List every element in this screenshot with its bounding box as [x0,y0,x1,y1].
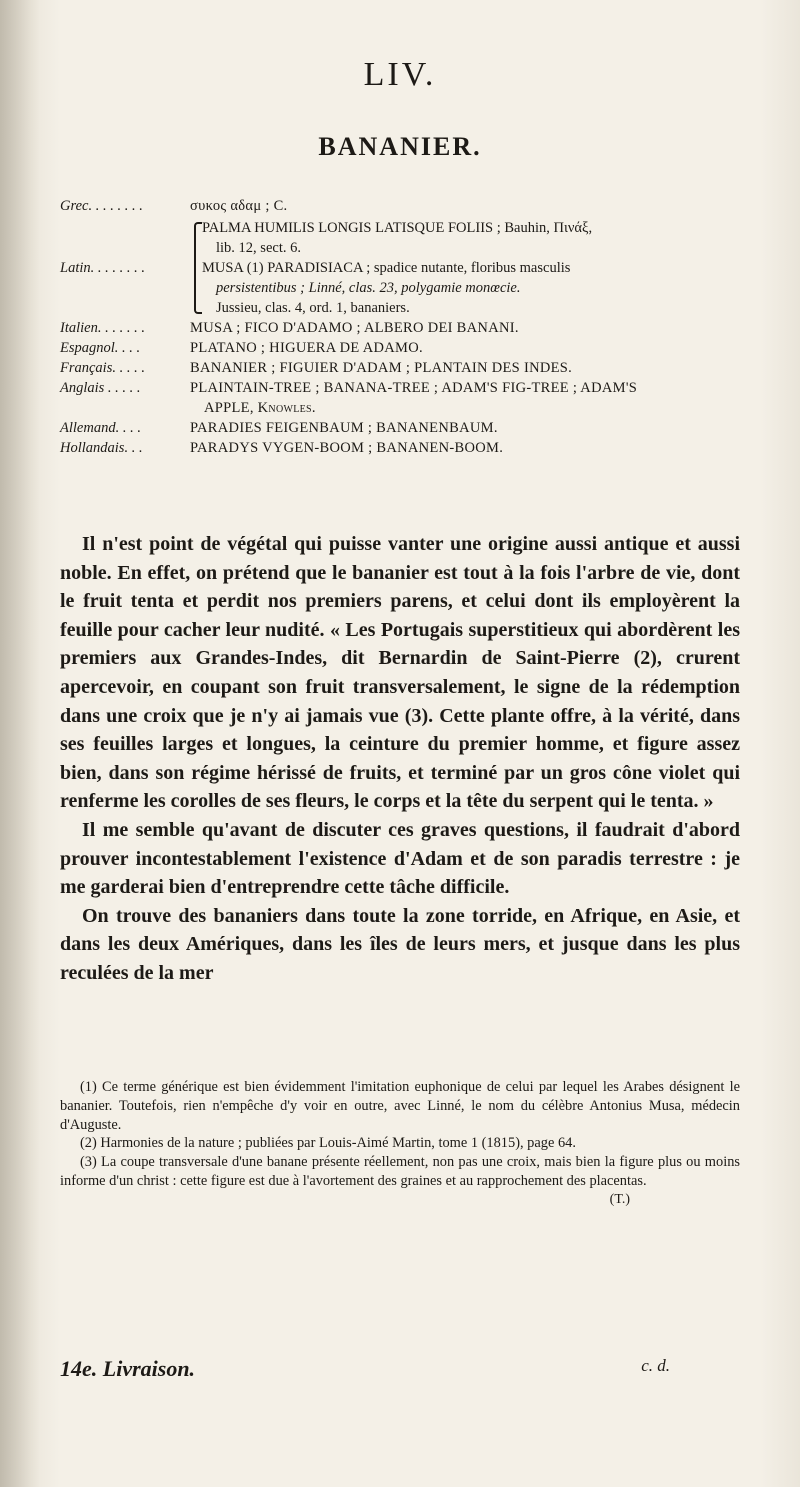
lang-label: Hollandais. . . [60,440,143,456]
latin-line: PALMA HUMILIS LONGIS LATISQUE FOLIIS ; Bauhin, Πινάξ, [202,220,593,236]
lang-label: Français. . . . . [60,360,145,376]
paragraph: Il me semble qu'avant de discuter ces graves questions, il faudrait d'abord prouver incontestablement l'existence d'Adam et de son paradis terrestre : je me garderai bien d'entreprendre cette tâche difficile. [60,818,740,899]
lang-value: PARADYS VYGEN-BOOM ; BANANEN-BOOM. [190,440,504,456]
latin-line: Jussieu, clas. 4, ord. 1, bananiers. [216,300,410,316]
lang-value: συκος αδαμ ; C. [190,198,288,214]
name-row-francais [60,358,760,378]
footnote: (2) Harmonies de la nature ; publiées par Louis-Aimé Martin, tome 1 (1815), page 64. [80,1135,576,1152]
latin-line: lib. 12, sect. 6. [216,240,301,256]
brace-icon [190,218,202,318]
name-row-latin [60,218,760,318]
lang-value-line: APPLE, Knowles. [204,400,316,416]
name-row-allemand [60,418,760,438]
footnote: (3) La coupe transversale d'une banane présente réellement, non pas une croix, mais bien la figure plus ou moins informe d'un christ : cette figure est due à l'avortement des graines et au rapprochement des placentas. [60,1154,740,1189]
page-title: BANANIER. [318,132,482,161]
lang-value: PARADIES FEIGENBAUM ; BANANENBAUM. [190,420,498,436]
livraison-label: 14e. Livraison. [60,1356,196,1381]
footnotes [60,1078,740,1210]
signature-mark: c. d. [641,1356,670,1375]
lang-value: MUSA ; FICO D'ADAMO ; ALBERO DEI BANANI. [190,320,519,336]
lang-label: Italien. . . . . . . [60,320,145,336]
lang-label: Anglais . . . . . [60,380,141,396]
names-table [60,196,760,458]
paragraph: On trouve des bananiers dans toute la zone torride, en Afrique, en Asie, et dans les deux Amériques, dans les îles de leurs mers, et jusque dans les plus reculées de la mer [60,904,740,984]
lang-value-line: PLAINTAIN-TREE ; BANANA-TREE ; ADAM'S FIG-TREE ; ADAM'S [190,380,638,396]
latin-line: persistentibus ; Linné, clas. 23, polygamie monœcie. [216,280,521,296]
latin-line: MUSA (1) PARADISIACA ; spadice nutante, floribus masculis [202,260,571,276]
lang-value: PLATANO ; HIGUERA DE ADAMO. [190,340,423,356]
main-text [60,530,740,988]
page-footer [60,1356,680,1382]
lang-value: BANANIER ; FIGUIER D'ADAM ; PLANTAIN DES INDES. [190,360,573,376]
name-row-espagnol [60,338,760,358]
lang-label: Allemand. . . . [60,420,141,436]
latin-lines [202,218,760,318]
page-edge-shadow [0,0,40,1487]
lang-label: Espagnol. . . . [60,340,141,356]
footnote: (1) Ce terme générique est bien évidemment l'imitation euphonique de celui par lequel les Arabes désignent le bananier. Toutefois, rien n'empêche d'y voir en outre, avec Linné, le nom du célèbre Antonius Musa, médecin d'Auguste. [60,1079,740,1133]
name-row-italien [60,318,760,338]
name-row-hollandais [60,438,760,458]
paragraph: Il n'est point de végétal qui puisse vanter une origine aussi antique et aussi noble. En effet, on prétend que le bananier est tout à la fois l'arbre de vie, dont le fruit tenta et perdit nos premiers parens, et celui dont ils employèrent la feuille pour cacher leur nudité. « Les Portugais superstitieux qui abordèrent les premiers aux Grandes-Indes, dit Bernardin de Saint-Pierre (2), crurent apercevoir, en coupant son fruit transversalement, le signe de la rédemption dans une croix que je n'y ai jamais vue (3). Cette plante offre, à la vérité, dans ses feuilles larges et longues, la ceinture du premier homme, et figure assez bien, dans son régime hérissé de fruits, et terminé par un gros cône violet qui renferme les corolles de ses fleurs, le corps et la tête du serpent qui le tenta. » [60,533,740,813]
name-row-grec [60,196,760,216]
lang-label: Latin. . . . . . . . [60,260,145,276]
lang-label: Grec. . . . . . . . [60,198,143,214]
name-row-anglais [60,378,760,418]
page-number: LIV. [363,56,437,93]
lang-value [190,378,760,418]
footnote-signature: (T.) [609,1191,630,1207]
